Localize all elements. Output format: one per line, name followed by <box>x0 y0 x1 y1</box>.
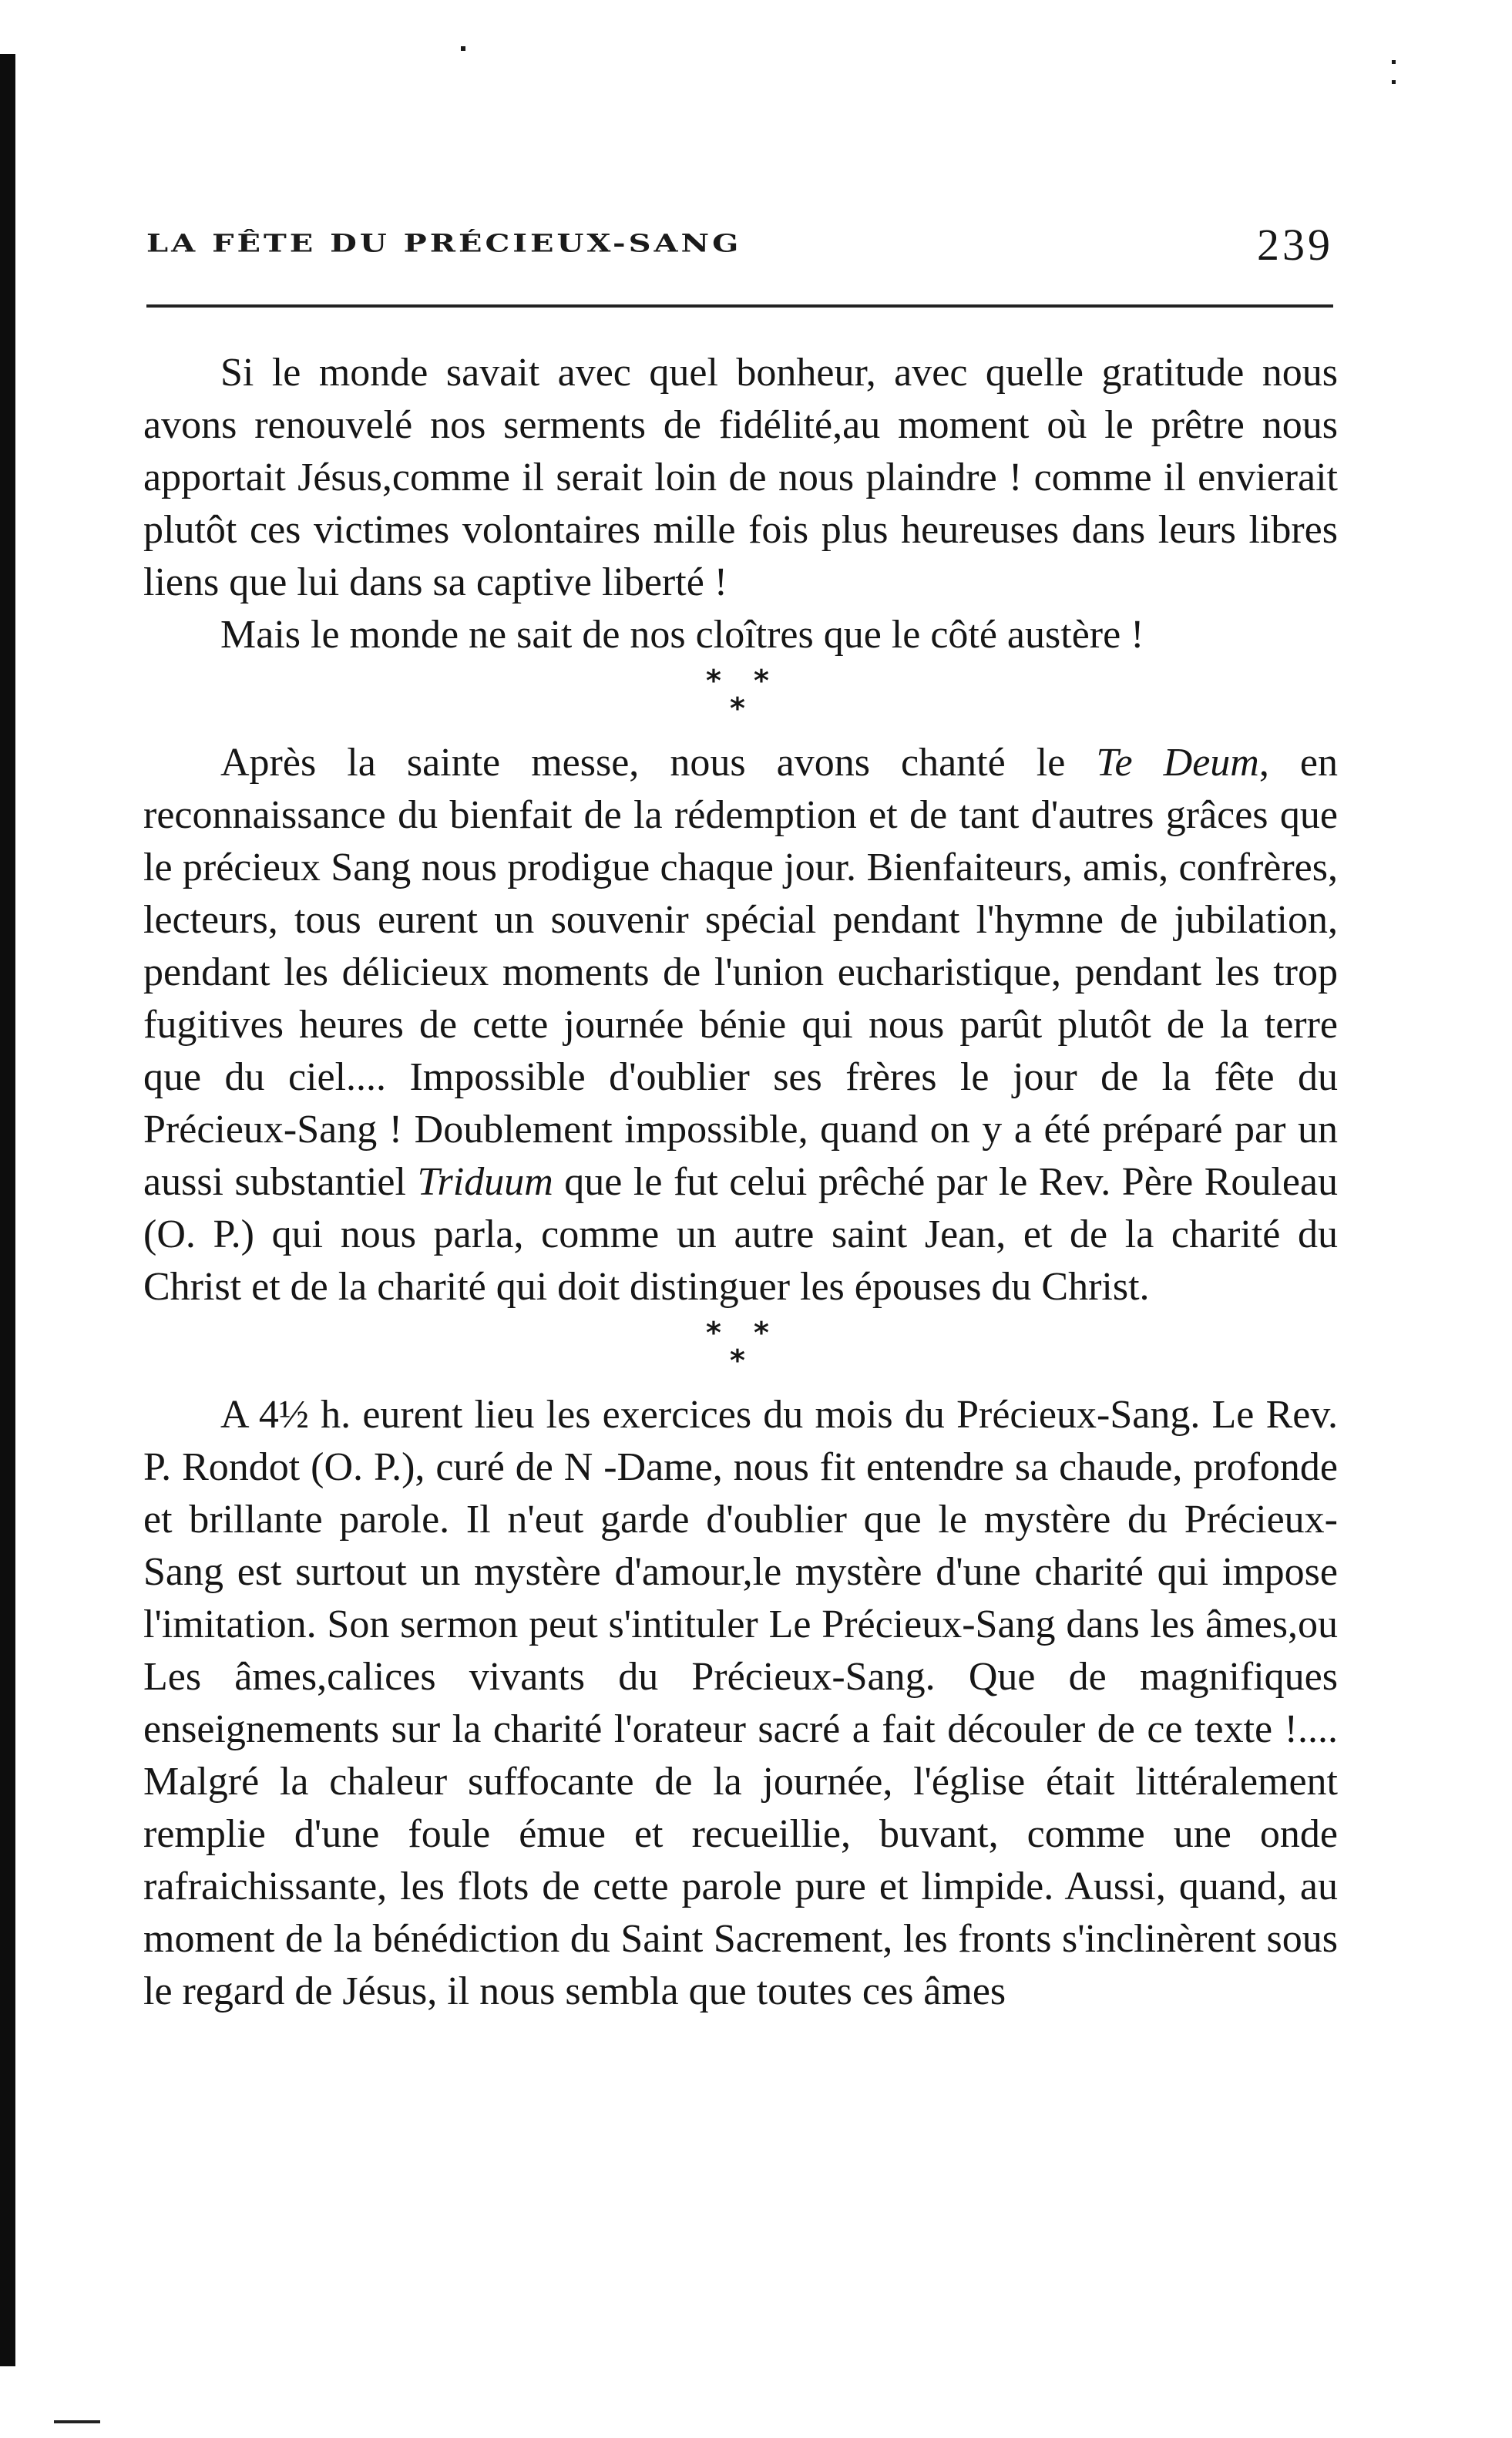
page-body <box>143 347 1338 2018</box>
scan-speck <box>1392 80 1396 84</box>
page-number: 239 <box>1257 220 1333 270</box>
paragraph <box>143 737 1338 1313</box>
scan-speck <box>461 46 465 51</box>
bottom-mark <box>54 2420 100 2423</box>
asterism-ornament: * * * <box>706 1316 769 1377</box>
header-rule <box>146 304 1333 308</box>
paragraph: Si le monde savait avec quel bonheur, avec quelle gratitude nous avons renouvelé nos serments de fidélité,au moment où le prêtre nous apportait Jésus,comme il serait loin de nous plaindre ! comme il envierait plutôt ces victimes volontaires mille fois plus heureuses dans leurs libres liens que lui dans sa captive liberté ! <box>143 351 1338 604</box>
page-binding-edge <box>0 54 15 2366</box>
italic-title: Te Deum <box>1096 741 1259 785</box>
paragraph: Mais le monde ne sait de nos cloîtres que le côté austère ! <box>220 613 1144 657</box>
paragraph-text: , en reconnaissance du bienfait de la rédemption et de tant d'autres grâces que le précieux Sang nous prodigue chaque jour. Bienfaiteurs, amis, confrères, lecteurs, tous eurent un souvenir spécial pendant l'hymne de jubilation, pendant les délicieux moments de l'union eucharistique, pendant les trop fugitives heures de cette journée bénie qui nous parût plutôt de la terre que du ciel.... Impossible d'oublier ses frères le jour de la fête du Précieux-Sang ! Doublement impossible, quand on y a été préparé par un aussi substantiel <box>143 741 1338 1204</box>
paragraph-text: Après la sainte messe, nous avons chanté le <box>220 741 1097 785</box>
italic-title: Triduum <box>417 1160 553 1204</box>
paragraph: A 4½ h. eurent lieu les exercices du mois du Précieux-Sang. Le Rev. P. Rondot (O. P.), curé de N -Dame, nous fit entendre sa chaude, profonde et brillante parole. Il n'eut garde d'oublier que le mystère du Précieux-Sang est surtout un mystère d'amour,le mystère d'une charité qui impose l'imitation. Son sermon peut s'intituler Le Précieux-Sang dans les âmes,ou Les âmes,calices vivants du Précieux-Sang. Que de magnifiques enseignements sur la charité l'orateur sacré a fait découler de ce texte !.... Malgré la chaleur suffocante de la journée, l'église était littéralement remplie d'une foule émue et recueillie, buvant, comme une onde rafraichissante, les flots de cette parole pure et limpide. Aussi, quand, au moment de la bénédiction du Saint Sacrement, les fronts s'inclinèrent sous le regard de Jésus, il nous sembla que toutes ces âmes <box>143 1393 1338 2013</box>
paragraph-text: que le fut celui prêché par le Rev. Père Rouleau (O. P.) qui nous parla, comme un autre saint Jean, et de la charité du Christ et de la charité qui doit distinguer les épouses du Christ. <box>143 1160 1339 1309</box>
running-head <box>146 219 1333 273</box>
scan-speck <box>1392 60 1396 64</box>
running-head-title: LA FÊTE DU PRÉCIEUX-SANG <box>146 228 742 258</box>
asterism-ornament: * * * <box>706 664 769 725</box>
